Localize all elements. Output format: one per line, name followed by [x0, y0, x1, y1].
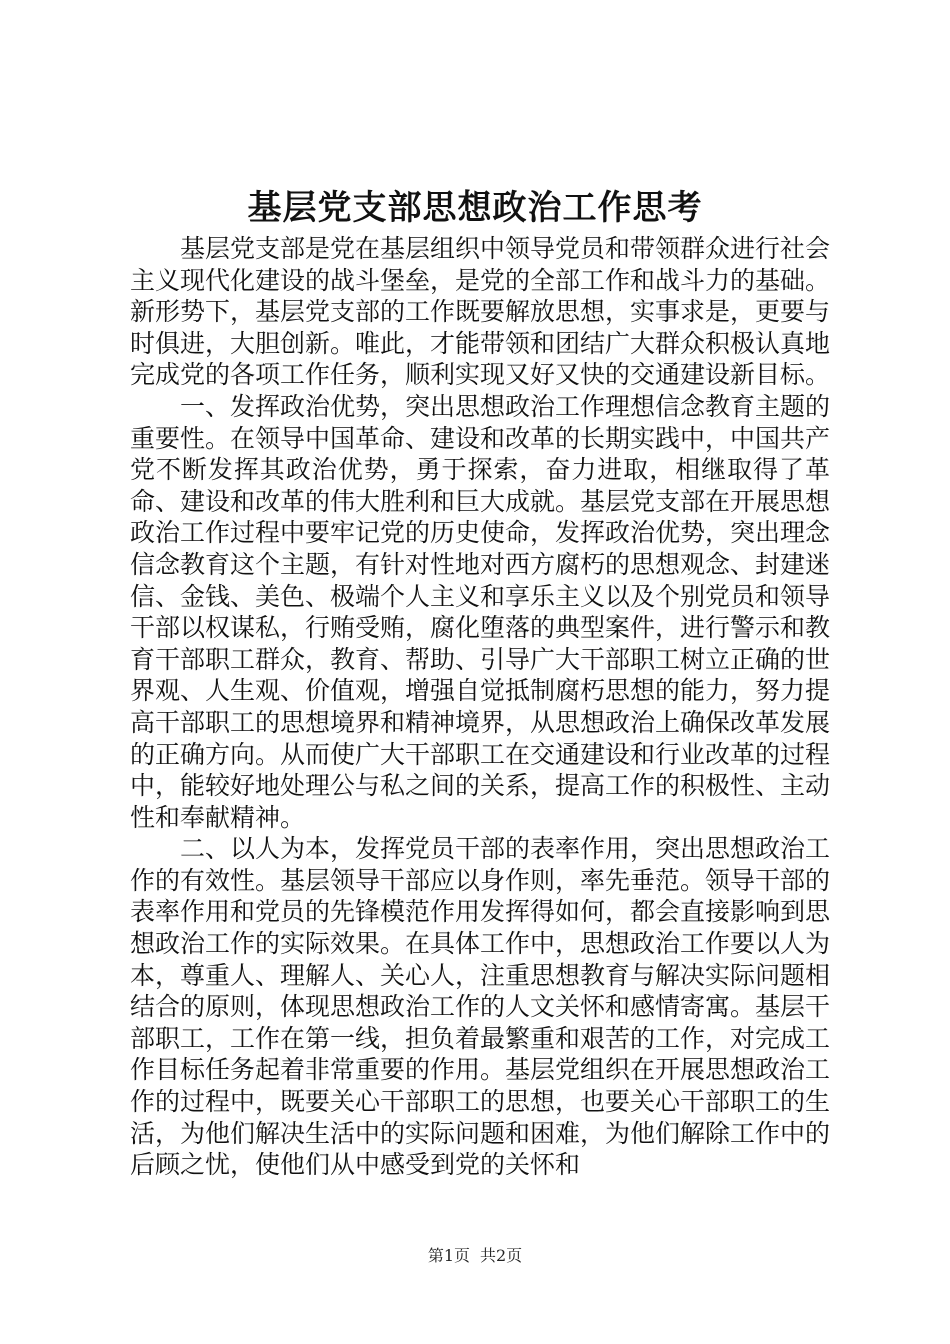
paragraph-section-2: 二、以人为本，发挥党员干部的表率作用，突出思想政治工作的有效性。基层领导干部应以身作则，率先垂范。领导干部的表率作用和党员的先锋模范作用发挥得如何，都会直接影响到思想政治工作的实际效果。在具体工作中，思想政治工作要以人为本，尊重人、理解人、关心人，注重思想教育与解决实际问题相结合的原则，体现思想政治工作的人文关怀和感情寄寓。基层干部职工，工作在第一线，担负着最繁重和艰苦的工作，对完成工作目标任务起着非常重要的作用。基层党组织在开展思想政治工作的过程中，既要关心干部职工的思想，也要关心干部职工的生活，为他们解决生活中的实际问题和困难，为他们解除工作中的后顾之忧，使他们从中感受到党的关怀和 — [130, 834, 831, 1180]
paragraph-intro: 基层党支部是党在基层组织中领导党员和带领群众进行社会主义现代化建设的战斗堡垒，是党的全部工作和战斗力的基础。新形势下，基层党支部的工作既要解放思想，实事求是，更要与时俱进，大胆创新。唯此，才能带领和团结广大群众积极认真地完成党的各项工作任务，顺利实现又好又快的交通建设新目标。 — [130, 234, 831, 390]
page-number-total: 共2页 — [480, 1246, 523, 1265]
paragraph-section-1: 一、发挥政治优势，突出思想政治工作理想信念教育主题的重要性。在领导中国革命、建设和改革的长期实践中，中国共产党不断发挥其政治优势，勇于探索，奋力进取，相继取得了革命、建设和改革的伟大胜利和巨大成就。基层党支部在开展思想政治工作过程中要牢记党的历史使命，发挥政治优势，突出理念信念教育这个主题，有针对性地对西方腐朽的思想观念、封建迷信、金钱、美色、极端个人主义和享乐主义以及个别党员和领导干部以权谋私，行贿受贿，腐化堕落的典型案件，进行警示和教育干部职工群众，教育、帮助、引导广大干部职工树立正确的世界观、人生观、价值观，增强自觉抵制腐朽思想的能力，努力提高干部职工的思想境界和精神境界，从思想政治上确保改革发展的正确方向。从而使广大干部职工在交通建设和行业改革的过程中，能较好地处理公与私之间的关系，提高工作的积极性、主动性和奉献精神。 — [130, 391, 831, 832]
document-body — [130, 233, 830, 1181]
document-title: 基层党支部思想政治工作思考 — [247, 188, 703, 228]
page-footer — [0, 1244, 950, 1268]
page-number-current: 第1页 — [427, 1246, 470, 1265]
